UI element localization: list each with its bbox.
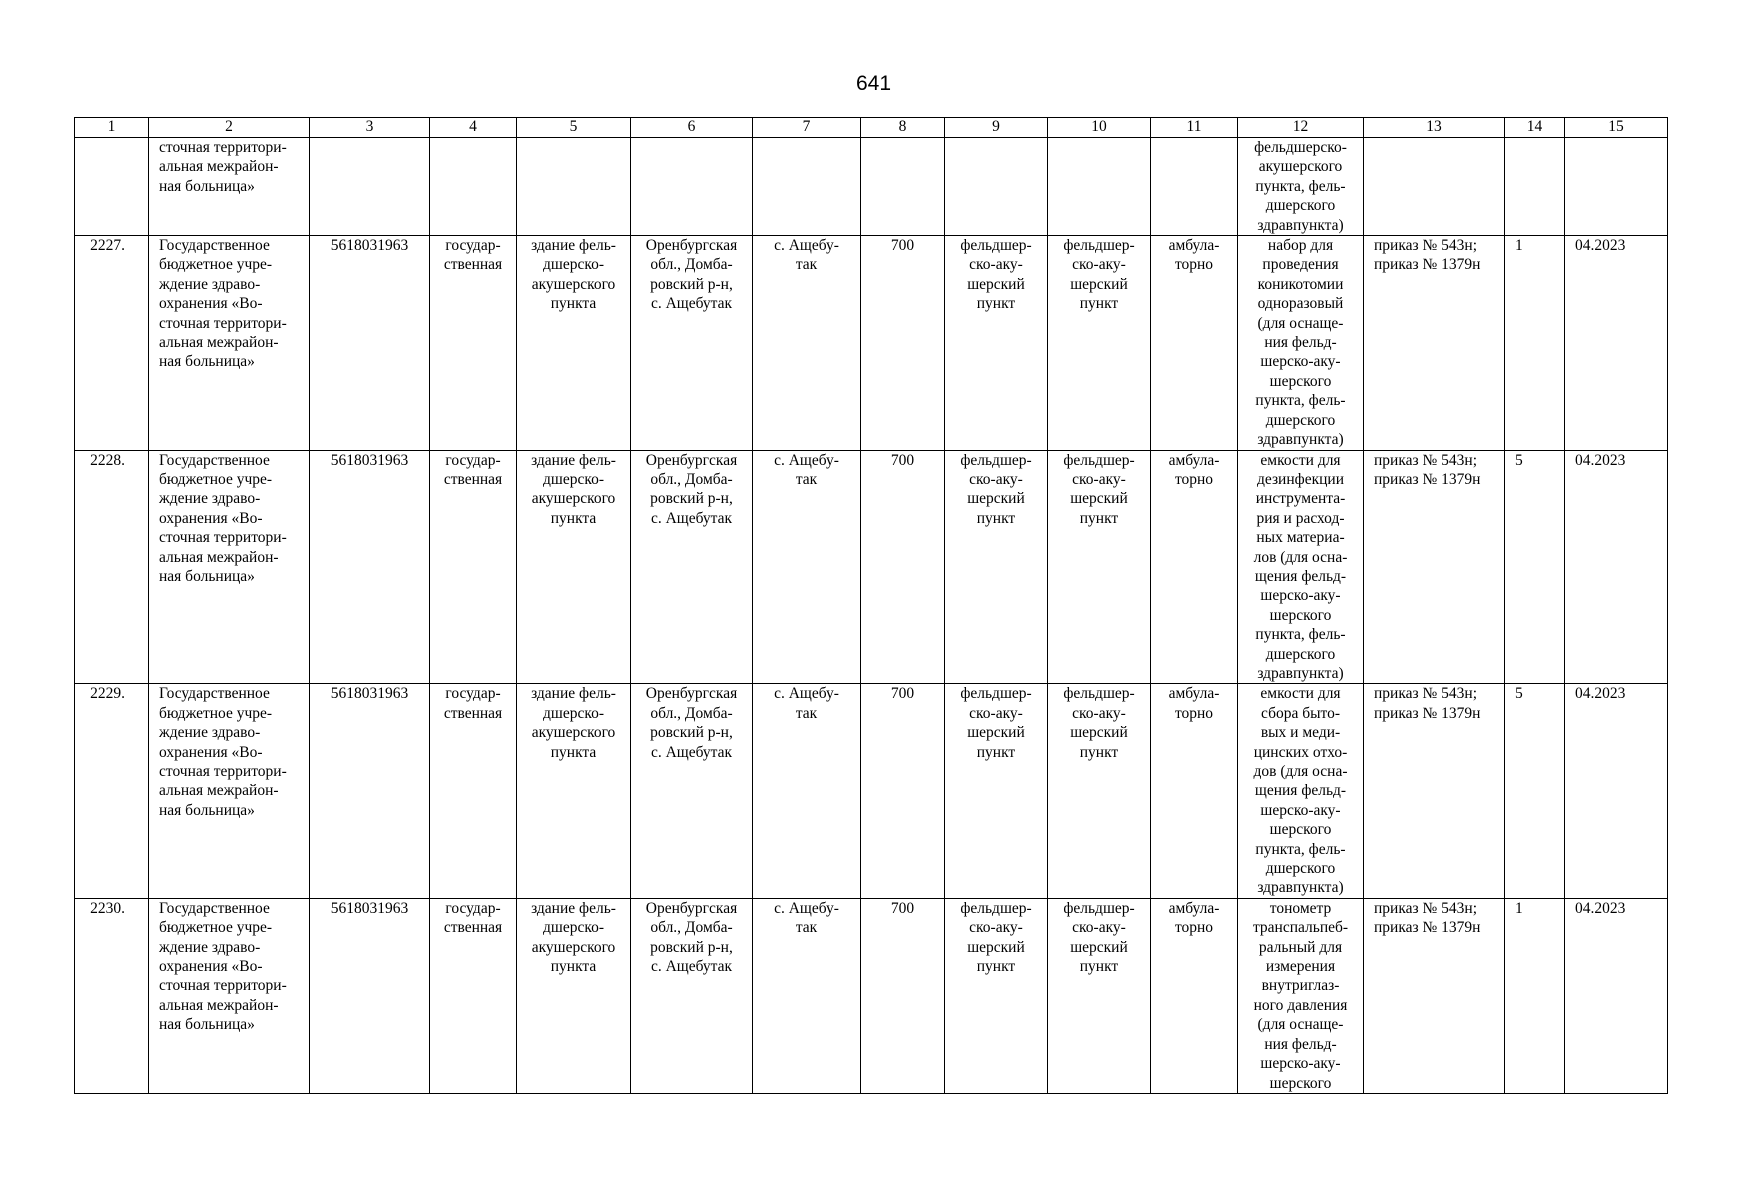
cell-locality: с. Ащебу- так bbox=[753, 898, 861, 1093]
cell-care-type: амбула- торно bbox=[1151, 236, 1238, 450]
cell-quantity: 1 bbox=[1505, 236, 1565, 450]
table-row bbox=[75, 450, 1668, 684]
cell-order: приказ № 543н; приказ № 1379н bbox=[1364, 898, 1505, 1093]
cell-code: 700 bbox=[861, 684, 945, 898]
cell-ownership: государ- ственная bbox=[430, 450, 517, 684]
cell-number: 2230. bbox=[75, 898, 149, 1093]
cell-subunit: фельдшер- ско-аку- шерский пункт bbox=[1048, 684, 1151, 898]
cell-unit: фельдшер- ско-аку- шерский пункт bbox=[945, 684, 1048, 898]
header-row bbox=[75, 118, 1668, 138]
cell-ownership: государ- ственная bbox=[430, 236, 517, 450]
column-header: 5 bbox=[517, 118, 631, 138]
cell-number: 2228. bbox=[75, 450, 149, 684]
cell-address: Оренбургская обл., Домба- ровский р-н, с. Ащебутак bbox=[631, 236, 753, 450]
cell-organization: Государственное бюджетное учре- ждение здраво- охранения «Во- сточная территори- альная межрайон- ная больница» bbox=[149, 236, 310, 450]
cell-equipment: емкости для сбора быто- вых и меди- цинских отхо- дов (для осна- щения фельд- шерско-аку- шерского пункта, фель- дшерского здравпункта) bbox=[1238, 684, 1364, 898]
table-row bbox=[75, 236, 1668, 450]
column-header: 3 bbox=[310, 118, 430, 138]
cell-care-type: амбула- торно bbox=[1151, 450, 1238, 684]
cell-quantity: 1 bbox=[1505, 898, 1565, 1093]
cell-address: Оренбургская обл., Домба- ровский р-н, с. Ащебутак bbox=[631, 450, 753, 684]
cell-number: 2229. bbox=[75, 684, 149, 898]
cell-quantity: 5 bbox=[1505, 450, 1565, 684]
cell-unit: фельдшер- ско-аку- шерский пункт bbox=[945, 898, 1048, 1093]
table-row bbox=[75, 898, 1668, 1093]
cell-unit: фельдшер- ско-аку- шерский пункт bbox=[945, 236, 1048, 450]
cell-organization: Государственное бюджетное учре- ждение здраво- охранения «Во- сточная территори- альная межрайон- ная больница» bbox=[149, 684, 310, 898]
column-header: 8 bbox=[861, 118, 945, 138]
cell-locality: с. Ащебу- так bbox=[753, 684, 861, 898]
cell-ownership: государ- ственная bbox=[430, 898, 517, 1093]
continuation-row bbox=[75, 138, 1668, 236]
cell-inn: 5618031963 bbox=[310, 684, 430, 898]
cell-code: 700 bbox=[861, 898, 945, 1093]
cell-equipment: емкости для дезинфекции инструмента- рия и расход- ных материа- лов (для осна- щения фельд- шерско-аку- шерского пункта, фель- дшерского здравпункта) bbox=[1238, 450, 1364, 684]
cell-organization: Государственное бюджетное учре- ждение здраво- охранения «Во- сточная территори- альная межрайон- ная больница» bbox=[149, 898, 310, 1093]
cell-care-type: амбула- торно bbox=[1151, 898, 1238, 1093]
column-header: 14 bbox=[1505, 118, 1565, 138]
cell-subunit: фельдшер- ско-аку- шерский пункт bbox=[1048, 450, 1151, 684]
cell-address: Оренбургская обл., Домба- ровский р-н, с. Ащебутак bbox=[631, 898, 753, 1093]
column-header: 6 bbox=[631, 118, 753, 138]
cell-building: здание фель- дшерско- акушерского пункта bbox=[517, 450, 631, 684]
cell-equipment: тонометр транспальпеб- ральный для измерения внутриглаз- ного давления (для оснаще- ния фельд- шерско-аку- шерского bbox=[1238, 898, 1364, 1093]
cell-equipment: фельдшерско- акушерского пункта, фель- дшерского здравпункта) bbox=[1238, 138, 1364, 236]
cell-address: Оренбургская обл., Домба- ровский р-н, с. Ащебутак bbox=[631, 684, 753, 898]
cell-subunit: фельдшер- ско-аку- шерский пункт bbox=[1048, 898, 1151, 1093]
cell-inn: 5618031963 bbox=[310, 898, 430, 1093]
cell-inn: 5618031963 bbox=[310, 236, 430, 450]
column-header: 15 bbox=[1565, 118, 1668, 138]
page-number: 641 bbox=[855, 72, 892, 95]
cell-date: 04.2023 bbox=[1565, 684, 1668, 898]
cell-building: здание фель- дшерско- акушерского пункта bbox=[517, 898, 631, 1093]
cell-unit: фельдшер- ско-аку- шерский пункт bbox=[945, 450, 1048, 684]
cell-order: приказ № 543н; приказ № 1379н bbox=[1364, 236, 1505, 450]
cell-code: 700 bbox=[861, 450, 945, 684]
table-row bbox=[75, 684, 1668, 898]
column-header: 12 bbox=[1238, 118, 1364, 138]
column-header: 11 bbox=[1151, 118, 1238, 138]
cell-building: здание фель- дшерско- акушерского пункта bbox=[517, 684, 631, 898]
cell-locality: с. Ащебу- так bbox=[753, 236, 861, 450]
cell-order: приказ № 543н; приказ № 1379н bbox=[1364, 450, 1505, 684]
cell-building: здание фель- дшерско- акушерского пункта bbox=[517, 236, 631, 450]
column-header: 1 bbox=[75, 118, 149, 138]
cell-order: приказ № 543н; приказ № 1379н bbox=[1364, 684, 1505, 898]
registry-table bbox=[74, 117, 1668, 1094]
cell-locality: с. Ащебу- так bbox=[753, 450, 861, 684]
column-header: 2 bbox=[149, 118, 310, 138]
column-header: 4 bbox=[430, 118, 517, 138]
cell-date: 04.2023 bbox=[1565, 898, 1668, 1093]
cell-equipment: набор для проведения коникотомии одноразовый (для оснаще- ния фельд- шерско-аку- шерского пункта, фель- дшерского здравпункта) bbox=[1238, 236, 1364, 450]
cell-date: 04.2023 bbox=[1565, 236, 1668, 450]
cell-subunit: фельдшер- ско-аку- шерский пункт bbox=[1048, 236, 1151, 450]
column-header: 13 bbox=[1364, 118, 1505, 138]
cell-organization: сточная территори- альная межрайон- ная больница» bbox=[149, 138, 310, 236]
cell-date: 04.2023 bbox=[1565, 450, 1668, 684]
cell-code: 700 bbox=[861, 236, 945, 450]
cell-care-type: амбула- торно bbox=[1151, 684, 1238, 898]
cell-number bbox=[75, 138, 149, 236]
cell-inn: 5618031963 bbox=[310, 450, 430, 684]
cell-organization: Государственное бюджетное учре- ждение здраво- охранения «Во- сточная территори- альная межрайон- ная больница» bbox=[149, 450, 310, 684]
column-header: 9 bbox=[945, 118, 1048, 138]
column-header: 10 bbox=[1048, 118, 1151, 138]
cell-ownership: государ- ственная bbox=[430, 684, 517, 898]
cell-quantity: 5 bbox=[1505, 684, 1565, 898]
column-header: 7 bbox=[753, 118, 861, 138]
cell-number: 2227. bbox=[75, 236, 149, 450]
